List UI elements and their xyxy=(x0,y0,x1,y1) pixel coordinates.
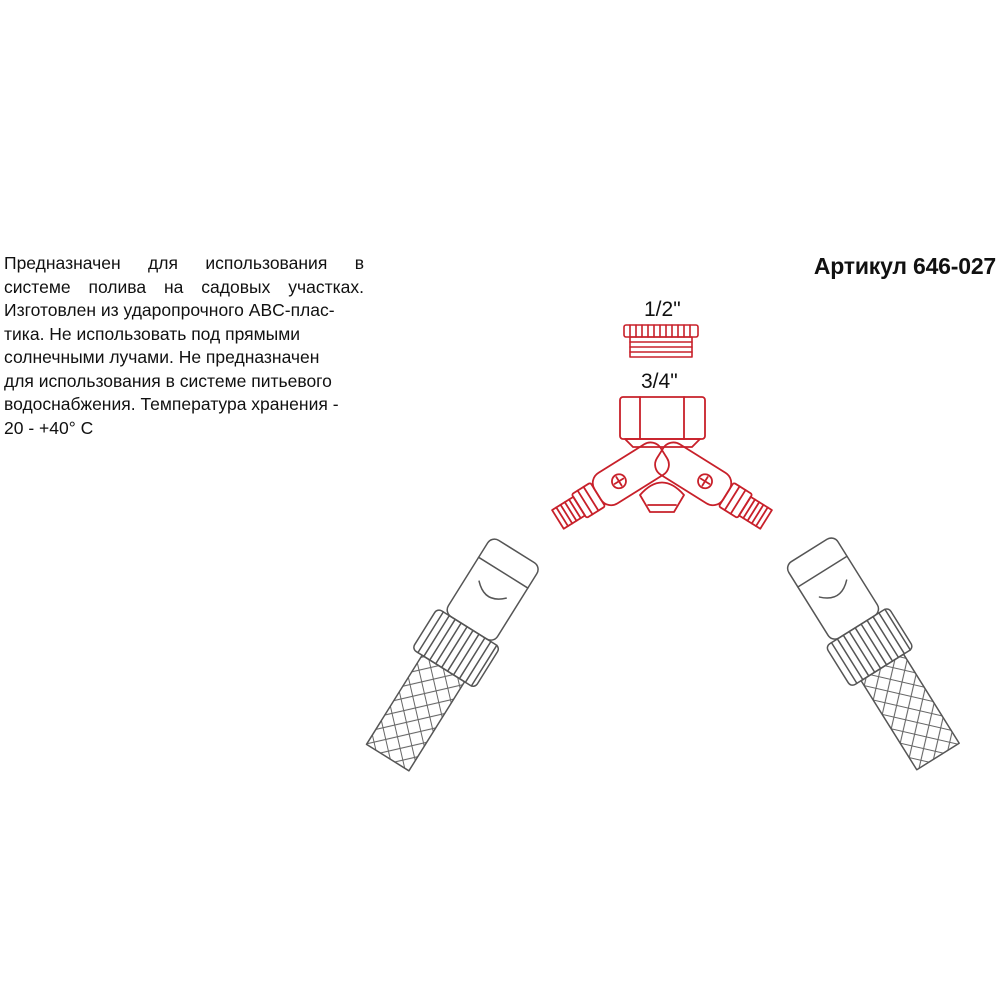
description-line: для использования в системе питьевого xyxy=(4,370,332,391)
y-connector xyxy=(548,397,775,535)
left-hose xyxy=(356,532,548,777)
size-label-half-inch: 1/2" xyxy=(644,298,681,321)
half-inch-adapter xyxy=(624,325,698,357)
article-number: Артикул 646-027 xyxy=(813,253,996,279)
description-line: системе полива на садовых участках. xyxy=(4,276,364,297)
size-label-three-quarter-inch: 3/4" xyxy=(641,370,678,393)
description-line: тика. Не использовать под прямыми xyxy=(4,323,301,344)
description-line: водоснабжения. Температура хранения - xyxy=(4,394,339,414)
description-line: Изготовлен из ударопрочного ABC-плас- xyxy=(4,300,335,320)
description-line: 20 - +40° С xyxy=(4,417,94,438)
description-line: Предназначен для использования в xyxy=(4,253,364,273)
description-line: солнечными лучами. Не предназначен xyxy=(4,347,320,367)
right-hose xyxy=(778,531,970,776)
